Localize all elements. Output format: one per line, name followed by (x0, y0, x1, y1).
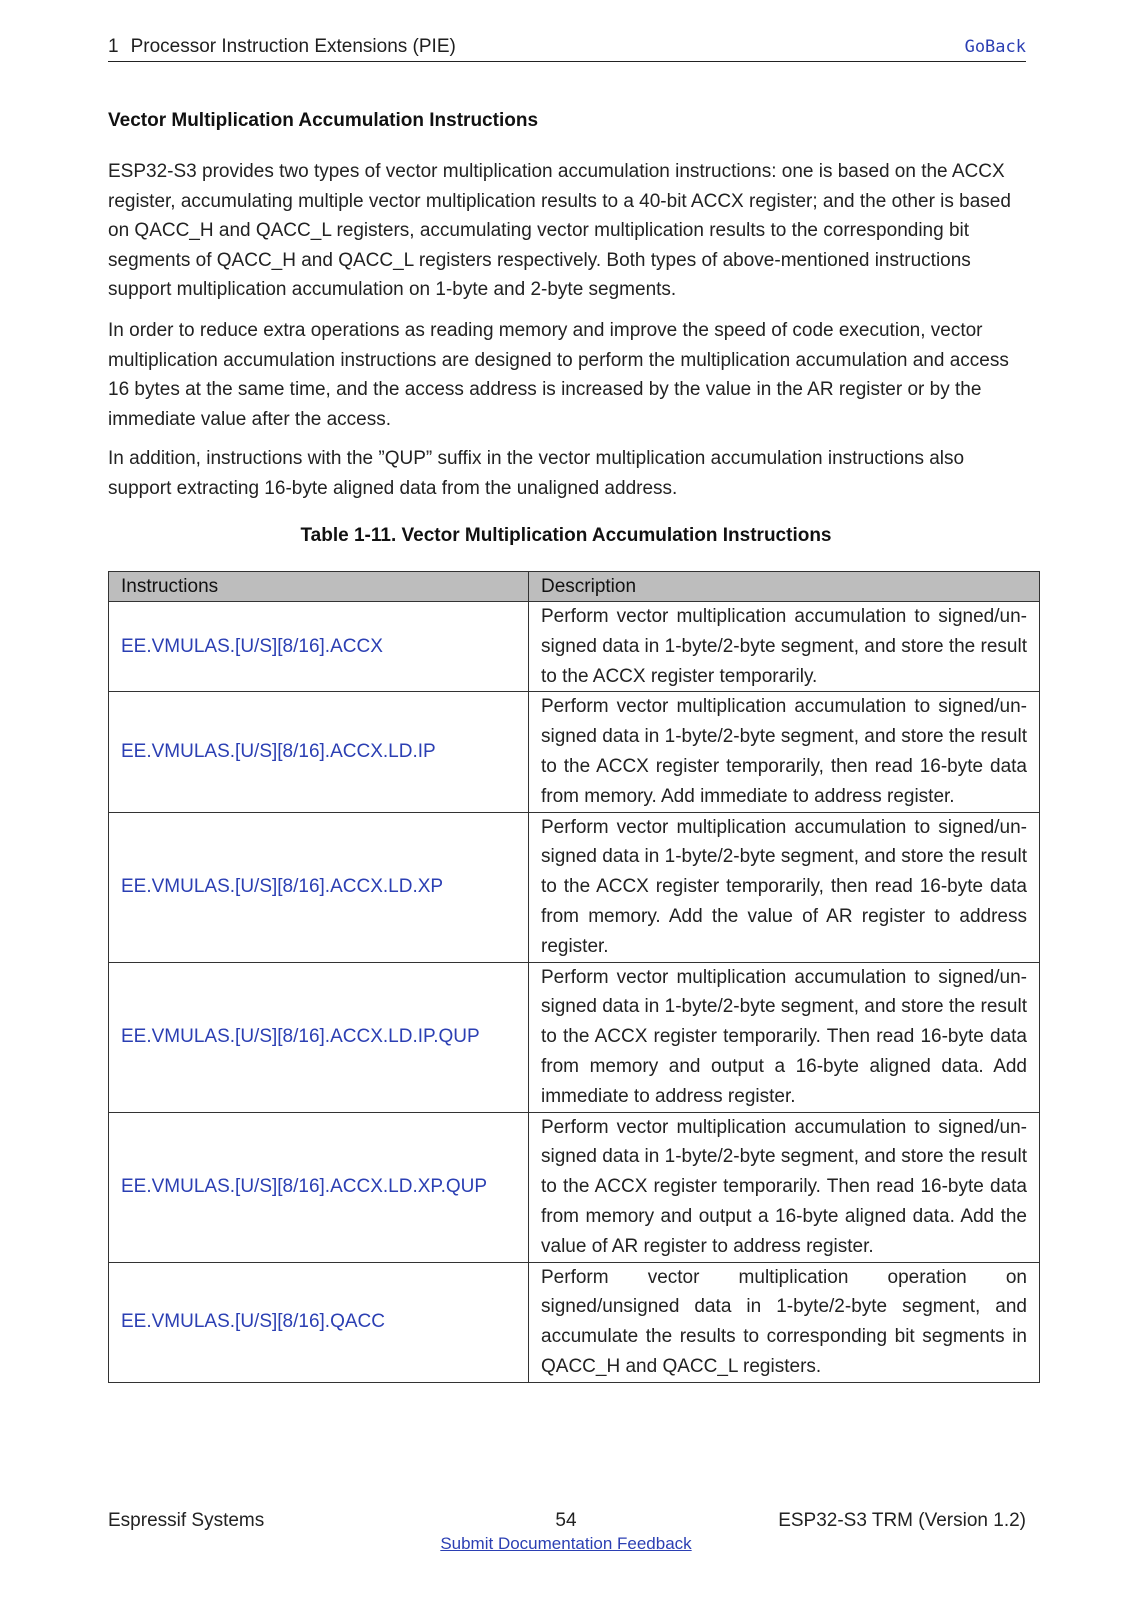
section-title: Vector Multiplication Accumulation Instructions (108, 110, 539, 131)
chapter-number: 1 (108, 36, 119, 57)
table-header-row (109, 572, 1040, 602)
description-cell: Perform vector multiplication operation on signed/unsigned data in 1-byte/2-byte segment, and accumulate the results to corresponding bit segments in QACC_H and QACC_L registers. (529, 1262, 1040, 1382)
instruction-link[interactable]: EE.VMULAS.[U/S][8/16].ACCX.LD.XP.QUP (121, 1176, 488, 1198)
column-header-instructions: Instructions (109, 572, 529, 602)
description-cell: Perform vector multiplication accumulation to signed/unsigned data in 1-byte/2-byte segment, and store the result to the ACCX register temporarily. Then read 16-byte data from memory and output a 16-byte aligned data. Add the value of AR register to address register. (529, 1112, 1040, 1262)
footer-page-number: 54 (555, 1510, 577, 1531)
footer-feedback (0, 1534, 1132, 1554)
table-row (109, 692, 1040, 812)
instruction-link[interactable]: EE.VMULAS.[U/S][8/16].ACCX.LD.IP.QUP (121, 1026, 480, 1048)
instruction-link[interactable]: EE.VMULAS.[U/S][8/16].ACCX.LD.XP (121, 876, 444, 898)
table-row (109, 962, 1040, 1112)
submit-feedback-link[interactable]: Submit Documentation Feedback (440, 1534, 692, 1553)
instruction-link[interactable]: EE.VMULAS.[U/S][8/16].QACC (121, 1311, 385, 1333)
table-caption: Table 1-11. Vector Multiplication Accumulation Instructions (300, 525, 832, 546)
goback-link[interactable]: GoBack (964, 37, 1026, 57)
instruction-link[interactable]: EE.VMULAS.[U/S][8/16].ACCX.LD.IP (121, 740, 436, 762)
description-cell: Perform vector multiplication accumulation to signed/unsigned data in 1-byte/2-byte segment, and store the result to the ACCX register temporarily. Then read 16-byte data from memory and output a 16-byte aligned data. Add immediate to address register. (529, 962, 1040, 1112)
paragraph: In order to reduce extra operations as reading memory and improve the speed of code execution, vector multiplication accumulation instructions are designed to perform the multiplication accumulation and access 16 bytes at the same time, and the access address is increased by the value in the AR register or by the immediate value after the access. (108, 320, 1009, 430)
table-row (109, 1112, 1040, 1262)
footer-company: Espressif Systems (108, 1510, 265, 1531)
footer-doc-version: ESP32-S3 TRM (Version 1.2) (778, 1510, 1026, 1531)
page-header (108, 34, 1026, 62)
paragraph: In addition, instructions with the ”QUP” suffix in the vector multiplication accumulation instructions also support extracting 16-byte aligned data from the unaligned address. (108, 448, 965, 499)
description-cell: Perform vector multiplication accumulation to signed/unsigned data in 1-byte/2-byte segment, and store the result to the ACCX register temporarily. (529, 602, 1040, 692)
description-cell: Perform vector multiplication accumulation to signed/unsigned data in 1-byte/2-byte segment, and store the result to the ACCX register temporarily, then read 16-byte data from memory. Add immediate to address register. (529, 692, 1040, 812)
instructions-table (108, 571, 1040, 1383)
paragraph: ESP32-S3 provides two types of vector multiplication accumulation instructions: one is based on the ACCX register, accumulating multiple vector multiplication results to a 40-bit ACCX register; and the other is based on QACC_H and QACC_L registers, accumulating vector multiplication results to the corresponding bit segments of QACC_H and QACC_L registers respectively. Both types of above-mentioned instructions support multiplication accumulation on 1-byte and 2-byte segments. (108, 161, 1011, 300)
instruction-link[interactable]: EE.VMULAS.[U/S][8/16].ACCX (121, 635, 383, 657)
chapter-title-text: Processor Instruction Extensions (PIE) (130, 36, 456, 57)
column-header-description: Description (529, 572, 1040, 602)
description-cell: Perform vector multiplication accumulation to signed/unsigned data in 1-byte/2-byte segment, and store the result to the ACCX register temporarily, then read 16-byte data from memory. Add the value of AR register to address register. (529, 812, 1040, 962)
table-row (109, 812, 1040, 962)
table-row (109, 1262, 1040, 1382)
chapter-title (108, 36, 456, 58)
table-row (109, 602, 1040, 692)
